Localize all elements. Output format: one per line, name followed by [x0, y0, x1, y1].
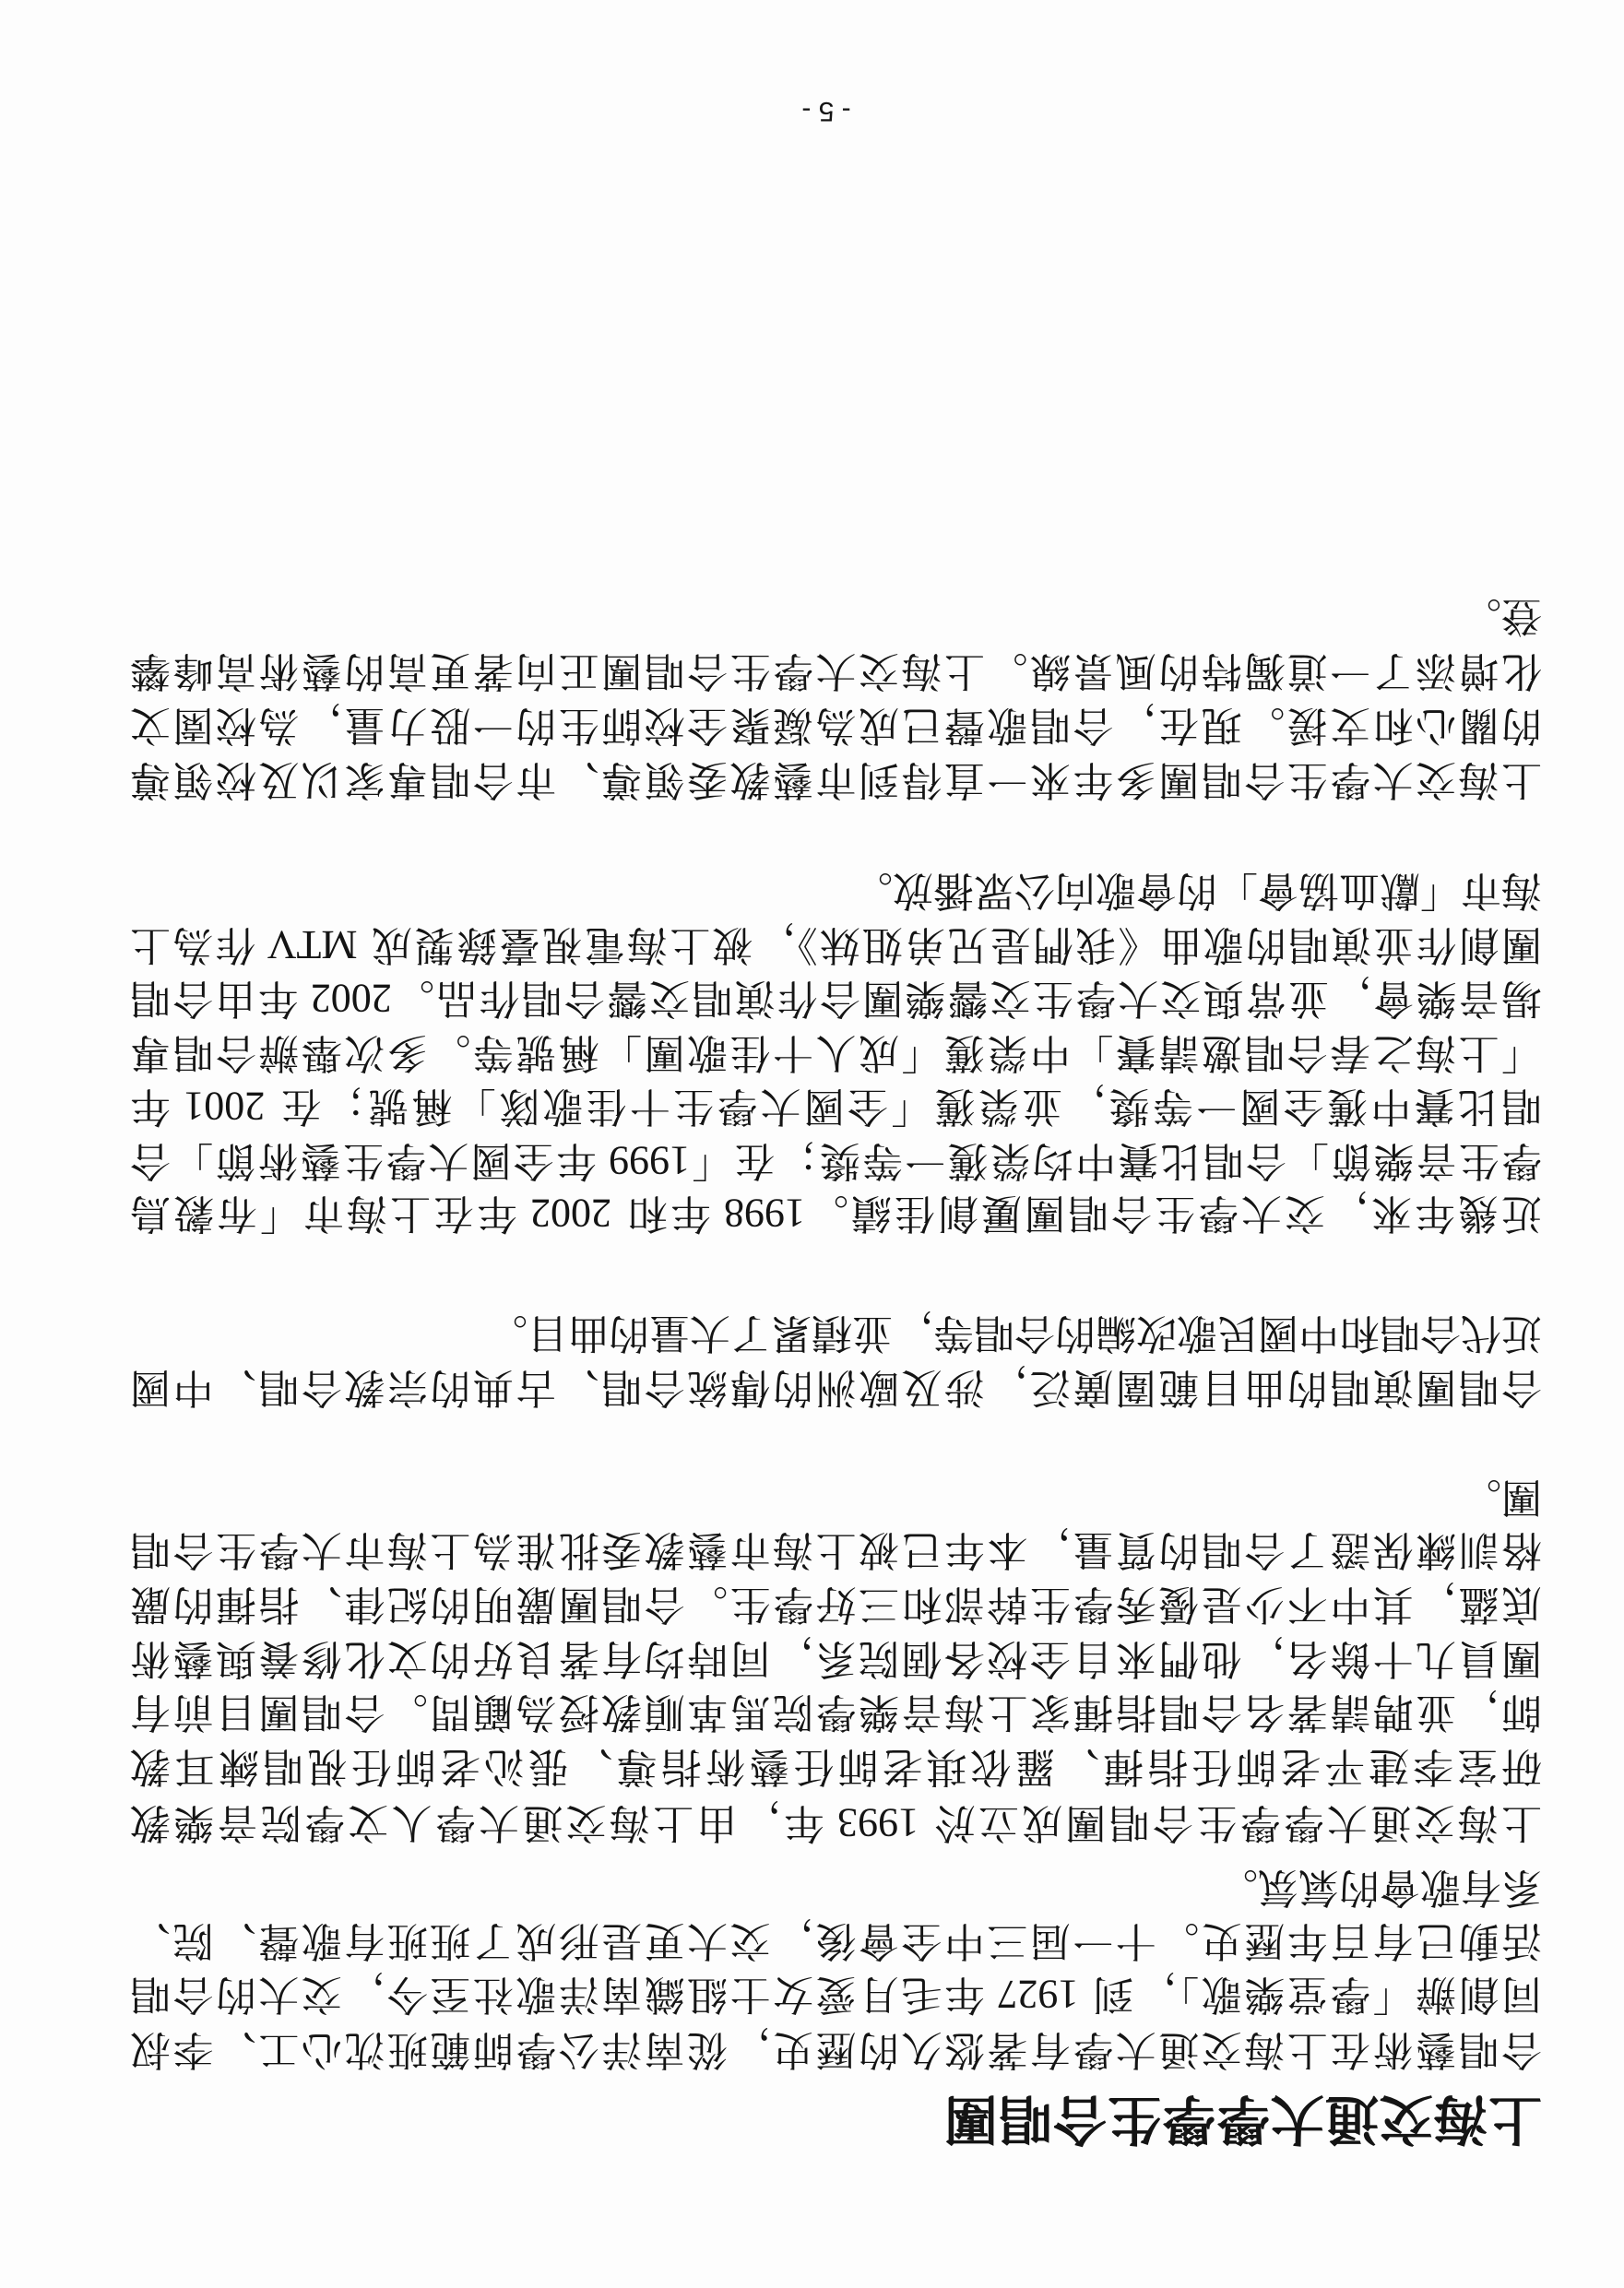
text-line: 近幾年來，交大學生合唱團屢創佳績。1998 年和 2002 年在上海市「布穀鳥: [130, 1191, 1542, 1236]
text-line: 合唱團演唱的曲目範圍廣泛，涉及歐洲的傳統合唱、古典的宗教合唱、中國: [130, 1365, 1542, 1410]
text-line: 場音樂會，並常與交大學生交響樂團合作演唱交響合唱作品。2002 年由合唱: [130, 976, 1542, 1021]
text-line: 唱比賽中獲全國一等獎，並榮獲「全國大學生十佳歌隊」稱號；在 2001 年: [130, 1084, 1542, 1129]
text-line: 登。: [1461, 594, 1542, 639]
text-line: 化增添了一道獨特的風景線。上海交大學生合唱團正向著更高的藝術高峰攀: [130, 648, 1542, 694]
text-line: 團。: [1461, 1475, 1542, 1520]
text-line: 底蘊，其中不少是優秀學生幹部和三好學生。合唱團嚴明的紀律、指揮的嚴: [130, 1582, 1542, 1627]
text-line: 師，並聘請著名合唱指揮家上海音樂學院馬革順教授為顧問。合唱團目前有: [130, 1689, 1542, 1735]
text-line: 團員九十餘名，他們來自全校各個院系，同時均有著良好的文化修養與藝術: [130, 1636, 1542, 1681]
text-line: 海市「獻血協會」的會歌向公眾播放。: [852, 868, 1542, 913]
text-line: 近代合唱和中國民歌改編的合唱等，並積累了大量的曲目。: [487, 1310, 1542, 1356]
text-line: 的關心和支援。現在，合唱歌聲已成為凝聚全校師生的一股力量，為校園文: [130, 703, 1542, 748]
document-title: 上海交通大學學生合唱團: [942, 2089, 1542, 2149]
text-line: 學生音樂節」合唱比賽中均榮獲一等獎；在「1999 年全國大學生藝術節」合: [130, 1138, 1542, 1183]
text-line: 研室李建平老師任指揮、羅依琪老師任藝術指導、張沁老師任視唱練耳教: [130, 1744, 1542, 1789]
text-line: 「上海之春合唱邀請賽」中榮獲「成人十佳歌團」稱號等。多次舉辦合唱專: [130, 1030, 1542, 1075]
text-line: 活動已有百年歷史。十一屆三中全會後，交大更是形成了班班有歌聲、院、: [130, 1918, 1542, 1963]
text-line: 上海交大學生合唱團多年來一直得到市藝教委領導、市合唱專家以及校領導: [130, 757, 1542, 802]
text-line: 同創辦「學堂樂歌」，到 1927 年毛月愛女士組織南洋歌社至今，交大的合唱: [130, 1972, 1542, 2017]
text-line: 合唱藝術在上海交通大學有著悠久的歷史，從南洋公學師範班沈心工、李叔: [130, 2027, 1542, 2072]
text-line: 團創作並演唱的歌曲《我們是兄弟姐妹》，被上海電視臺錄製成 MTV 作為上: [130, 922, 1542, 967]
text-line: 系有歌會的氣氛。: [1217, 1865, 1542, 1910]
text-line: 上海交通大學學生合唱團成立於 1993 年，由上海交通大學人文學院音樂教: [130, 1800, 1542, 1845]
text-line: 格訓練保證了合唱的質量，本年已被上海市藝教委批准為上海市大學生合唱: [130, 1527, 1542, 1572]
page-number: - 5 -: [801, 96, 851, 126]
